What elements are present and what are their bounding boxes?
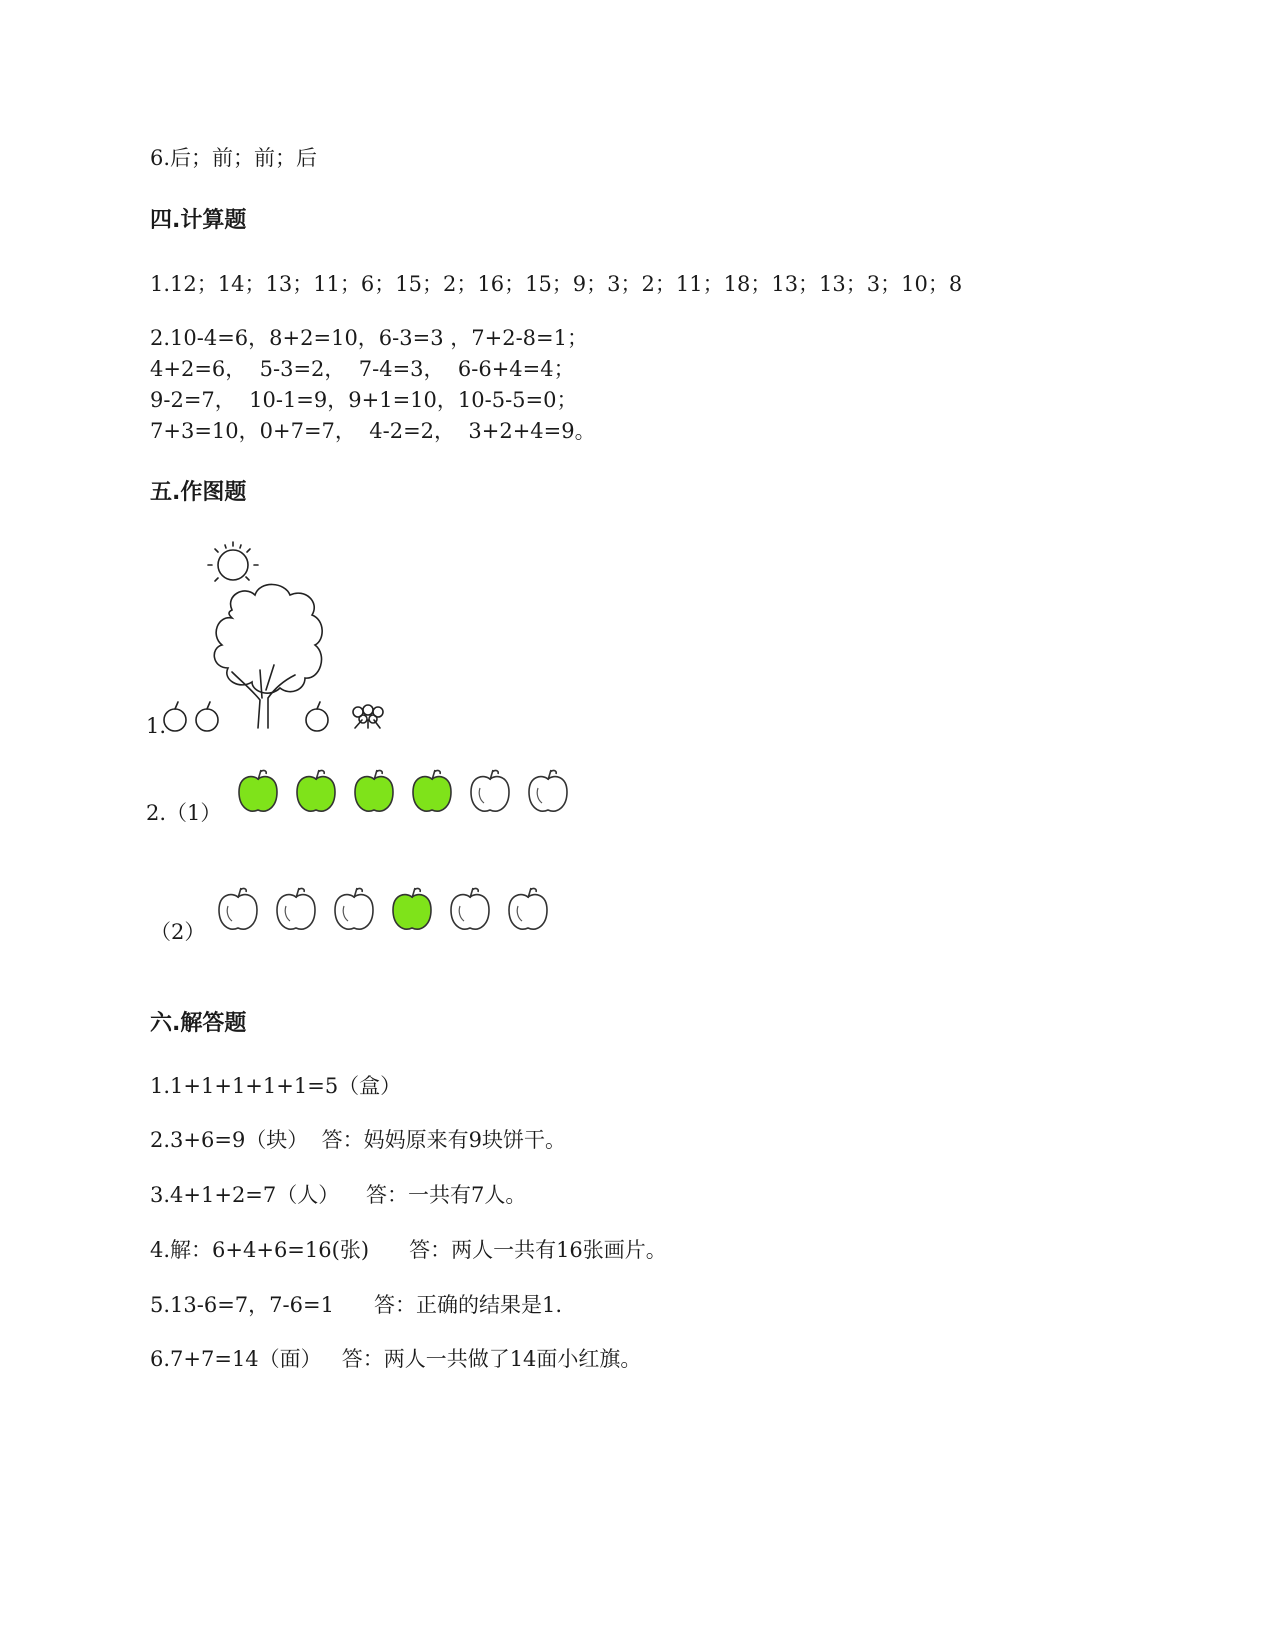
- flower-icon: [353, 705, 383, 728]
- calc-q2-line1: 2.10-4=6，8+2=10，6-3=3 ，7+2-8=1；: [150, 326, 588, 350]
- apple-icon: [393, 888, 431, 929]
- apple-icon: [471, 770, 509, 811]
- apple-icon: [277, 888, 315, 929]
- apple-icon: [306, 702, 328, 731]
- apple-icon: [196, 702, 218, 731]
- apple-icon: [413, 770, 451, 811]
- section5-heading: 五.作图题: [150, 480, 247, 505]
- apple-icon: [239, 770, 277, 811]
- apple-icon: [335, 888, 373, 929]
- apple-icon: [297, 770, 335, 811]
- apple-icon: [355, 770, 393, 811]
- draw-q1-label: 1.: [146, 714, 167, 738]
- calc-q2-line3: 9-2=7， 10-1=9，9+1=10，10-5-5=0；: [150, 388, 578, 412]
- apple-icon: [529, 770, 567, 811]
- calc-q2-line4: 7+3=10，0+7=7， 4-2=2， 3+2+4=9。: [150, 419, 596, 443]
- apple-row-2: [218, 882, 558, 942]
- apple-row-1: [238, 764, 578, 824]
- calc-q2-line2: 4+2=6， 5-3=2， 7-4=3， 6-6+4=4；: [150, 357, 575, 381]
- sun-icon: [208, 542, 258, 581]
- apple-icon: [509, 888, 547, 929]
- apple-icon: [164, 702, 186, 731]
- draw-q2-part2-label: （2）: [150, 920, 206, 944]
- solve-answer-4: 4.解：6+4+6=16(张) 答：两人一共有16张画片。: [150, 1238, 667, 1262]
- apple-icon: [219, 888, 257, 929]
- solve-answer-1: 1.1+1+1+1+1=5（盒）: [150, 1074, 402, 1098]
- item6-answer: 6.后；前；前；后: [150, 146, 318, 170]
- solve-answer-5: 5.13-6=7，7-6=1 答：正确的结果是1.: [150, 1293, 563, 1317]
- tree-scene-drawing: [140, 540, 400, 740]
- section6-heading: 六.解答题: [150, 1011, 247, 1036]
- calc-q1-answer: 1.12；14；13；11；6；15；2；16；15；9；3；2；11；18；13；13；3；10；8: [150, 272, 963, 296]
- solve-answer-3: 3.4+1+2=7（人） 答：一共有7人。: [150, 1183, 527, 1207]
- draw-q2-part1-label: 2.（1）: [146, 801, 222, 825]
- solve-answer-2: 2.3+6=9（块） 答：妈妈原来有9块饼干。: [150, 1128, 567, 1152]
- solve-answer-6: 6.7+7=14（面） 答：两人一共做了14面小红旗。: [150, 1347, 642, 1371]
- apple-icon: [451, 888, 489, 929]
- section4-heading: 四.计算题: [150, 208, 247, 233]
- tree-icon: [214, 584, 322, 693]
